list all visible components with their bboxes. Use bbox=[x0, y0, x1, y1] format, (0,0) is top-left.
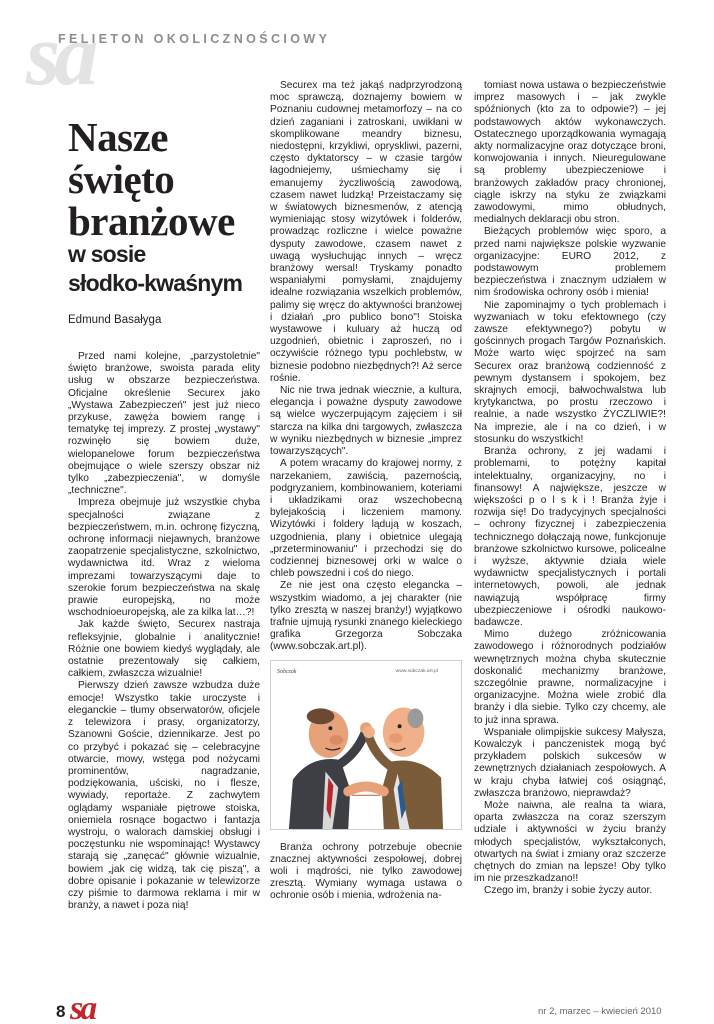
paragraph: Wspaniałe olimpijskie sukcesy Małysza, Kowalczyk i panczenistek mogą być przykładem polskich sukcesów w zewnętrznych działaniach zespołowych. A w kraju chyba łatwiej coś osiągnąć, zwłaszcza branżowo, nieprawdaż? bbox=[474, 726, 666, 799]
paragraph: Ze nie jest ona często elegancka – wszystkim wiadomo, a jej charakter (nie tylko zresztą w naszej branży!) wyjątkowo trafnie ujmują rysunki znanego kieleckiego grafika Grzegorza Sobczaka (www.sobczak.art.pl). bbox=[270, 580, 462, 653]
paragraph: Pierwszy dzień zawsze wzbudza duże emocje! Wszystko takie uroczyste i eleganckie – tłumy obserwatorów, oficjele z telewizora i prasy, organizatorzy, Szanowni Goście, dziennikarze. Jest po co przybyć i pokazać się – celebracyjne otwarcie, mowy, wstęga pod nożycami prominentów, nagradzanie, podziękowania, uściski, no i flesze, wywiady, reportaże. Z zachwytem oglądamy wspaniałe piętrowe stoiska, oniemiela rosnące bogactwo i fantazja wystroju, o walorach damskiej obsługi i poczęstunku nie wspominając! Wystawcy starają się „zanęcać" głównie wizualnie, bowiem „jak cię widzą, tak cię piszą", a dobre opisanie i pokazanie w telewizorze czy piśmie to darmowa reklama i mir w branży, a nawet i poza nią! bbox=[68, 680, 260, 912]
cartoon-handshake bbox=[348, 786, 384, 795]
cartoon-left-figure bbox=[289, 708, 372, 829]
title-line: Nasze bbox=[68, 114, 168, 160]
text-column-3 bbox=[474, 80, 666, 898]
paragraph: Mimo dużego zróżnicowania zawodowego i różnorodnych podziałów wewnętrznych można chyba skutecznie doskonalić mechanizmy branżowe, szczególnie prawne, normalizacyjne i organizacyjne. Można wiele zrobić dla branży i dla siebie. Tylko czy chcemy, ale to już inna sprawa. bbox=[474, 629, 666, 726]
section-label: FELIETON OKOLICZNOŚCIOWY bbox=[58, 32, 331, 46]
subtitle-line: słodko-kwaśnym bbox=[68, 270, 243, 296]
text-column-2 bbox=[270, 80, 462, 903]
paragraph: Securex ma też jakąś nadprzyrodzoną moc sprawczą, doznajemy bowiem w Poznaniu cudownej metamorfozy – na co dzień zaganiani i zatroskani, uwikłani w skomplikowane meandry biznesu, niedostępni, krzykliwi, opryskliwi, pazerni, często dyktatorscy – w czasie targów łagodniejemy, uśmiechamy się i emanujemy życzliwością zawodową, czasem nawet ludzką! Przeistaczamy się w światowych biznesmenów, z atencją wymieniając stosy wizytówek i folderów, prowadząc rozliczne i wielce poważne dysputy zawodowe, czasem nawet z uwagą wysłuchując innych – wręcz branżowy wersal! Tryskamy ponadto wspaniałymi pomysłami, znajdujemy idealne rozwiązania wszelkich problemów, palimy się wręcz do aktywności branżowej i działań „pro publico bono"! Stoiska wystawowe i kuluary aż huczą od uzgodnień, obietnic i zaproszeń, no i oczywiście różnego typu pochlebstw, w biznesie podobno niezbędnych?! Aż serce rośnie. bbox=[270, 80, 462, 384]
issue-info: nr 2, marzec – kwiecień 2010 bbox=[538, 1006, 662, 1017]
subtitle-line: w sosie bbox=[68, 241, 146, 267]
cartoon-signature: Sobczak bbox=[277, 668, 297, 675]
paragraph: Impreza obejmuje już wszystkie chyba specjalności związane z bezpieczeństwem, m.in. ochronę fizyczną, ochronę informacji niejawnych, branżowe zaopatrzenie specjalistyczne, szkolnictwo, wydawnictwa itd. Wraz z wieloma imprezami towarzyszącymi daje to szerokie forum bezpieczeństwa na skalę prawie europejską, no może wschodnioeuropejską, ale za kilka lat…?! bbox=[68, 497, 260, 619]
paragraph: Nic nie trwa jednak wiecznie, a kultura, elegancja i poważne dysputy zawodowe są wielce wyczerpującym zajęciem i sił starcza na kilka dni targowych, zwłaszcza w wyniku niezbędnych w biznesie „imprez towarzyszących". bbox=[270, 385, 462, 458]
article-author: Edmund Basałyga bbox=[68, 314, 162, 326]
paragraph: Branża ochrony, z jej wadami i problemami, to potężny kapitał intelektualny, organizacyjny, no i finansowy! A największe, jeszcze w większości p o l s k i ! Branża żyje i rozwija się! Do tradycyjnych specjalności – ochrony fizycznej i zabezpieczenia technicznego dołączają nowe, funkcjonuje branżowe szkolnictwo kursowe, policealne i wyższe, aktywnie działa wiele wydawnictw specjalistycznych i portali internetowych, powoli, ale jednak nawiązują współpracę firmy ubezpieczeniowe i ośrodki naukowo-badawcze. bbox=[474, 446, 666, 628]
cartoon-illustration bbox=[270, 660, 462, 830]
article-subtitle bbox=[68, 240, 268, 298]
paragraph: Jak każde święto, Securex nastraja refleksyjnie, globalnie i analitycznie! Różnie one bowiem kiedyś wyglądały, ale ostatnie prezentowały się całkiem, całkiem, zwłaszcza wizualnie! bbox=[68, 619, 260, 680]
paragraph: Przed nami kolejne, „parzystoletnie" święto branżowe, swoista parada elity usług w obszarze bezpieczeństwa. Oficjalne określenie Securex jako „Wystawa Zabezpieczeń" jest już nieco przykuse, zawęża bowiem rangę i tematykę tej imprezy. Z prostej „wystawy" rozwinęło się bowiem duże, wielopanelowe forum bezpieczeństwa obejmujące o wiele szerszy obszar niż tylko „zabezpieczenia", w domyśle „techniczne". bbox=[68, 351, 260, 497]
paragraph: Nie zapominajmy o tych problemach i wyzwaniach w toku efektownego (czy zawsze efektywnego?) pobytu w gościnnych progach Targów Poznańskich. Może warto więc spojrzeć na sam Securex oraz branżową codzienność z pewnym dystansem i spokojem, bez skrajnych emocji, bałwochwalstwa lub krytykanctwa, po prostu rzeczowo i realnie, a nade wszystko ŻYCZLIWIE?! Na imprezie, ale i na co dzień, i w stosunku do wszystkich! bbox=[474, 299, 666, 445]
cartoon-website: www.sobczak.art.pl bbox=[395, 668, 438, 674]
text-column-1 bbox=[68, 351, 260, 912]
sa-footer-logo: sa bbox=[70, 990, 95, 1024]
article-title bbox=[68, 116, 258, 242]
paragraph: Czego im, branży i sobie życzy autor. bbox=[484, 885, 653, 897]
paragraph: Może naiwna, ale realna ta wiara, oparta zwłaszcza na coraz szerszym udziale i aktywności w życiu branży młodych specjalistów, wykształconych, otwartych na świat i zmiany oraz szczerze chętnych do zmian na lepsze! Oby tylko im nie przeszkadzano!! bbox=[474, 799, 666, 885]
title-line: święto bbox=[68, 156, 175, 202]
paragraph: Branża ochrony potrzebuje obecnie znacznej aktywności zespołowej, dobrej woli i mądrości, nie tylko zawodowej zresztą. Wymiany wymaga ustawa o ochronie osób i mienia, wdrożenia na- bbox=[270, 841, 462, 902]
cartoon-right-figure bbox=[363, 707, 443, 829]
page-number: 8 bbox=[56, 1002, 66, 1021]
paragraph: tomiast nowa ustawa o bezpieczeństwie imprez masowych i – jak zwykle spóźnionych (kto za to odpowie?) – jej podstawowych aktów wykonawczych. Ostatecznego uporządkowania wymagają akty normalizacyjne oraz dotyczące broni, konwojowania i innych. Nieuregulowane są problemy ubezpieczeniowe i branżowych zakładów pracy chronionej, ciągle iskrzy na styku ze związkami zawodowymi, mimo obłudnych, medialnych deklaracji obu stron. bbox=[474, 80, 666, 226]
paragraph: Bieżących problemów więc sporo, a przed nami największe polskie wyzwanie organizacyjne: EURO 2012, z podstawowym problemem bezpieczeństwa i znacznym udziałem w nim środowiska ochrony osób i mienia! bbox=[474, 226, 666, 299]
sa-watermark-logo: sa bbox=[26, 7, 93, 104]
title-line: branżowe bbox=[68, 198, 235, 244]
paragraph: A potem wracamy do krajowej normy, z narzekaniem, zawiścią, pazernością, podgryzaniem, kombinowaniem, koteriami i układzikami oraz wszechobecną bylejakością i liczeniem mamony. Wizytówki i foldery lądują w koszach, uzgodnienia, plany i obietnice ulegają „przeterminowaniu" i przechodzi się do codziennej biznesowej orki w walce o chleb powszedni i coś do niego. bbox=[270, 458, 462, 580]
